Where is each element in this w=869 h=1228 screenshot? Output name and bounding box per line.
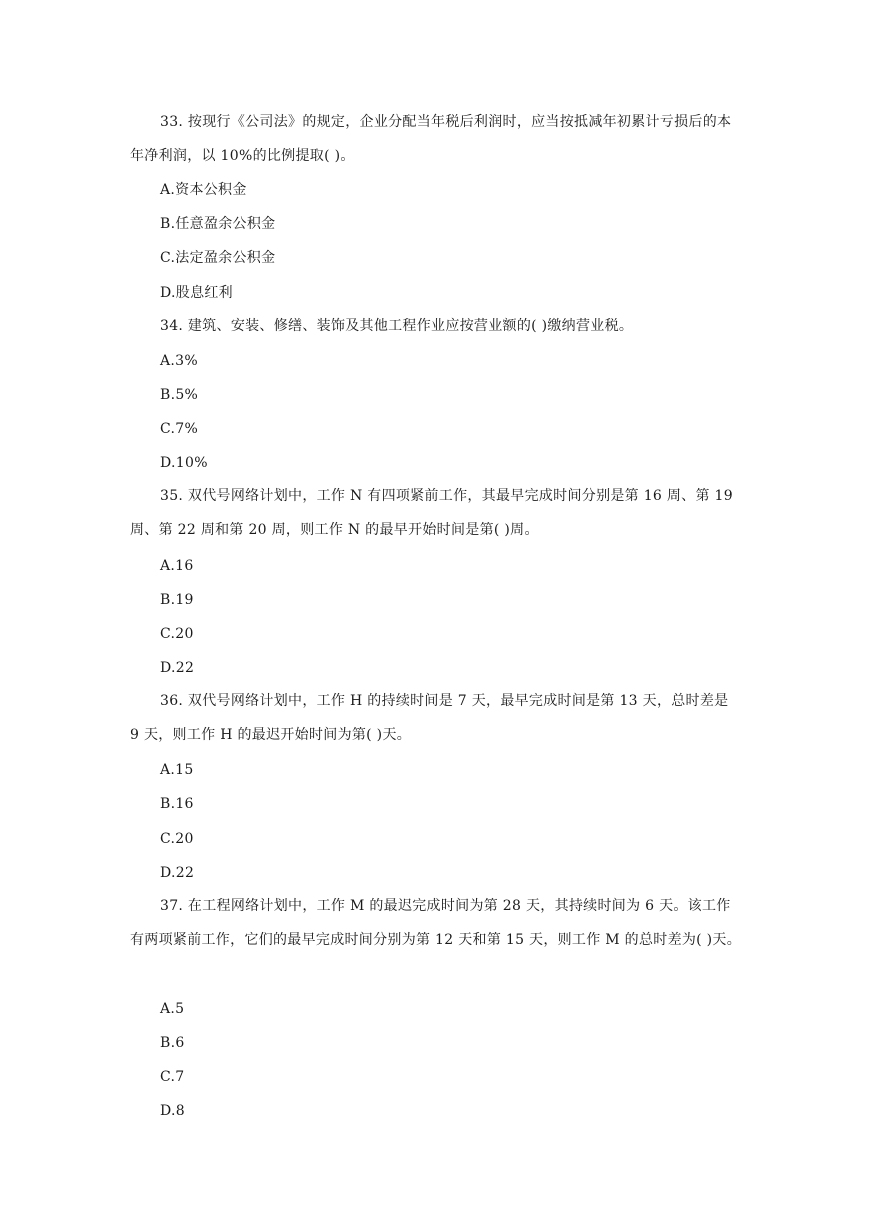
q35-option-c: C.20: [160, 626, 194, 642]
q34-option-a: A.3%: [160, 353, 198, 369]
question-37: 37. 在工程网络计划中，工作 M 的最迟完成时间为第 28 天，其持续时间为 6 天。该工作有两项紧前工作，它们的最早完成时间分别为第 12 天和第 15 天，则工作 M 的总时差为( )天。: [130, 898, 742, 948]
q34-option-b: B.5%: [160, 387, 199, 403]
q33-option-c: C.法定盈余公积金: [160, 250, 276, 266]
q33-option-d: D.股息红利: [160, 285, 233, 301]
question-33: 33. 按现行《公司法》的规定，企业分配当年税后利润时，应当按抵减年初累计亏损后的本年净利润，以 10%的比例提取( )。: [130, 114, 732, 164]
q37-option-c: C.7: [160, 1069, 185, 1085]
q34-option-c: C.7%: [160, 421, 199, 437]
q36-option-b: B.16: [160, 796, 194, 812]
q37-option-a: A.5: [160, 1001, 185, 1017]
q35-option-d: D.22: [160, 660, 195, 676]
q35-option-a: A.16: [160, 558, 194, 574]
question-36: 36. 双代号网络计划中，工作 H 的持续时间是 7 天，最早完成时间是第 13 天，总时差是 9 天，则工作 H 的最迟开始时间为第( )天。: [130, 693, 729, 743]
q36-option-c: C.20: [160, 831, 194, 847]
question-35: 35. 双代号网络计划中，工作 N 有四项紧前工作，其最早完成时间分别是第 16 周、第 19 周、第 22 周和第 20 周，则工作 N 的最早开始时间是第( )周。: [130, 488, 733, 538]
q37-option-b: B.6: [160, 1035, 185, 1051]
question-34: 34. 建筑、安装、修缮、装饰及其他工程作业应按营业额的( )缴纳营业税。: [160, 318, 634, 334]
q33-option-b: B.任意盈余公积金: [160, 216, 276, 232]
q36-option-d: D.22: [160, 865, 195, 881]
q36-option-a: A.15: [160, 762, 194, 778]
q34-option-d: D.10%: [160, 455, 208, 471]
q37-option-d: D.8: [160, 1103, 185, 1119]
q35-option-b: B.19: [160, 592, 194, 608]
q33-option-a: A.资本公积金: [160, 182, 247, 198]
